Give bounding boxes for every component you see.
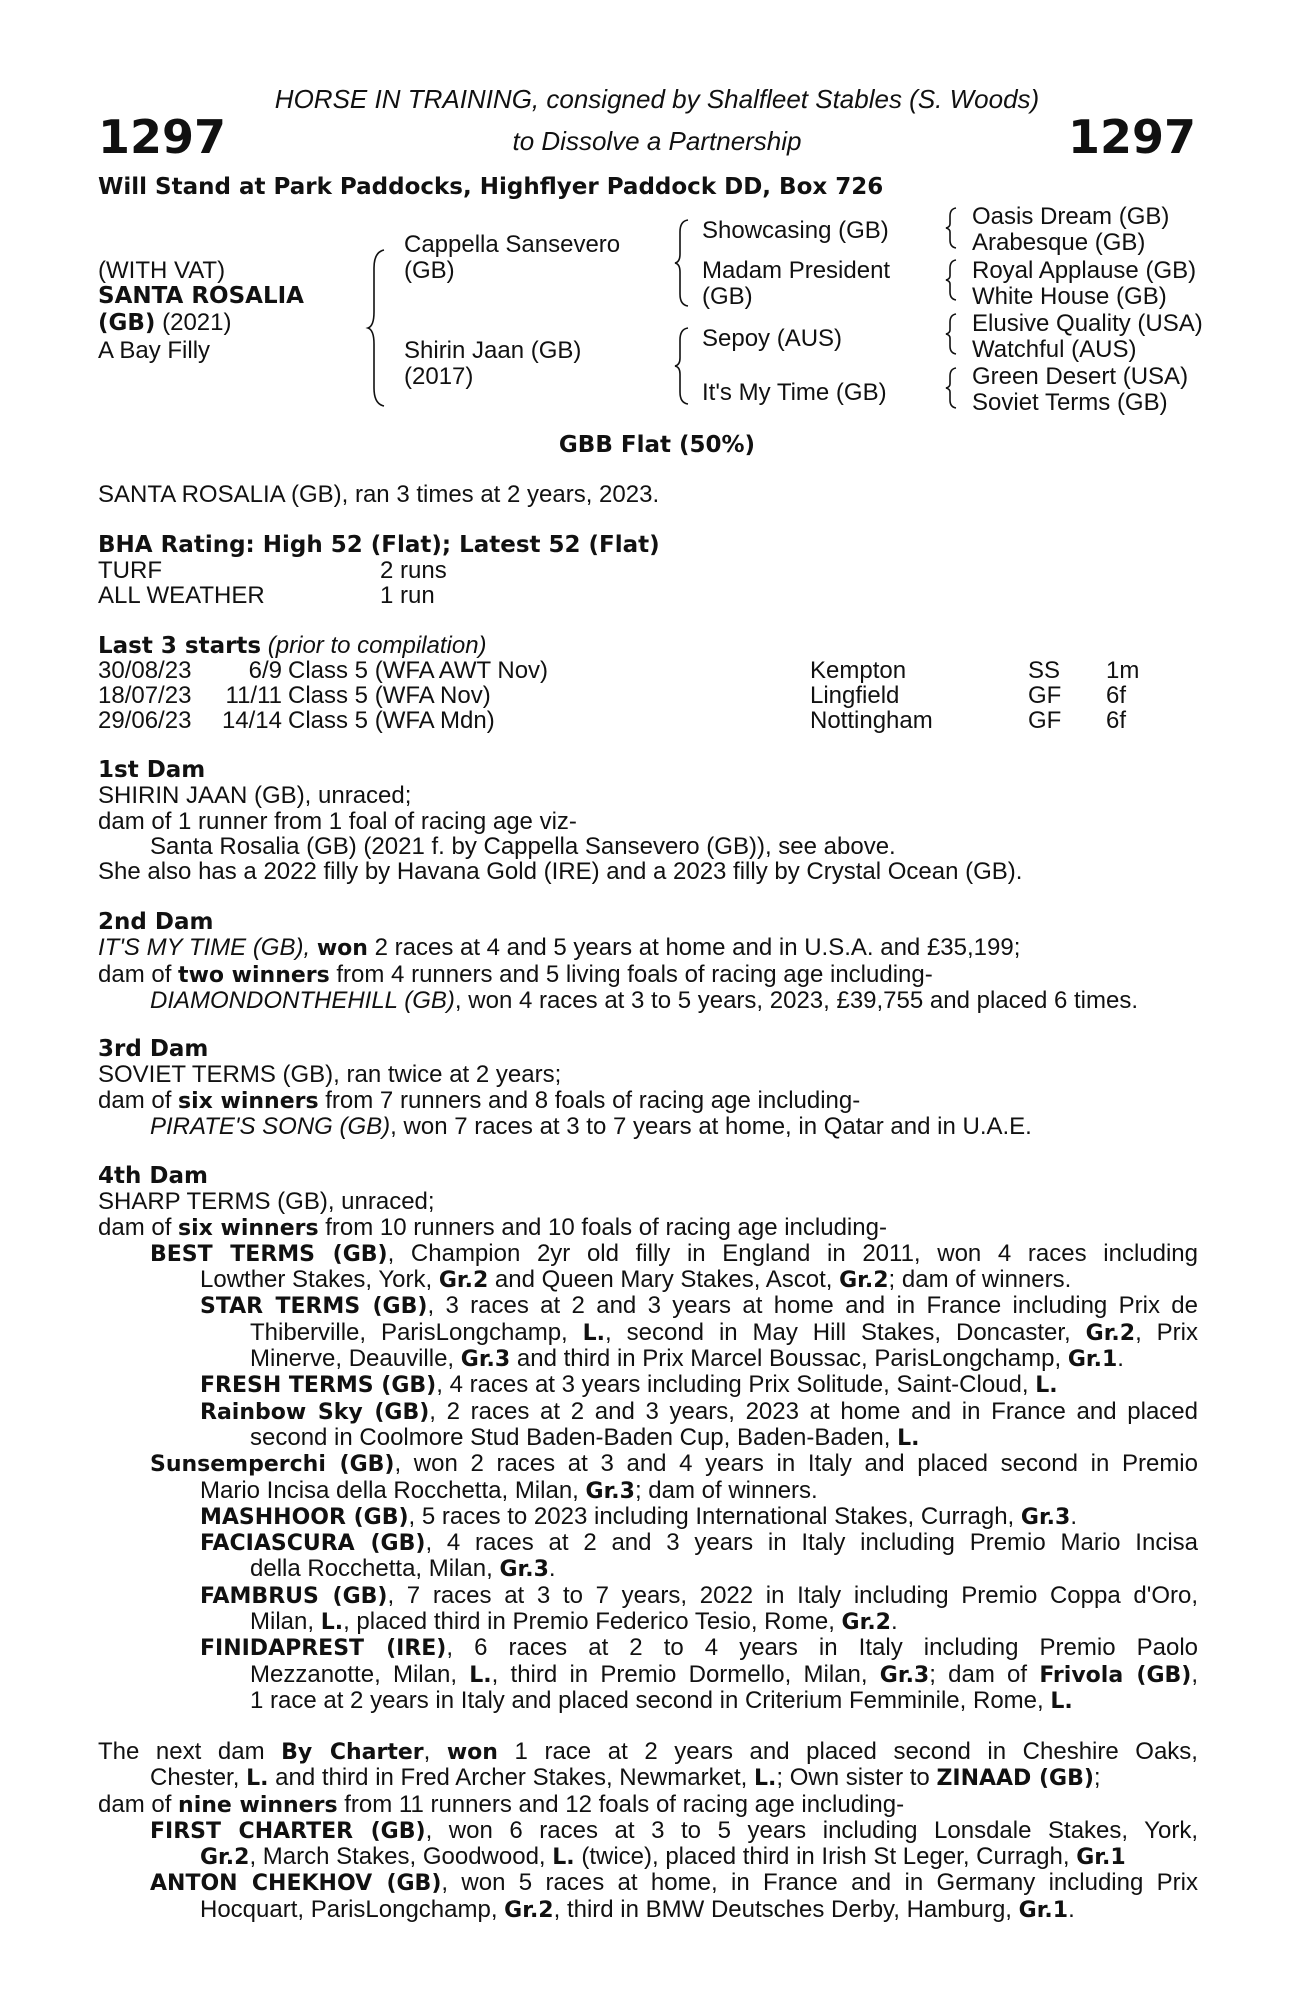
- start-position: 14/14: [221, 707, 282, 734]
- grade: L.: [582, 1320, 606, 1346]
- text: Thiberville, ParisLongchamp,: [250, 1318, 568, 1346]
- start-course: Nottingham: [810, 707, 933, 734]
- pedigree-bracket-main: [370, 248, 390, 408]
- produce-name: MASHHOOR (GB): [200, 1504, 409, 1530]
- ds-dam: Watchful (AUS): [972, 336, 1137, 363]
- starts-note: (prior to compilation): [267, 632, 487, 659]
- grade: L.: [1035, 1373, 1058, 1399]
- text: Hocquart, ParisLongchamp,: [200, 1895, 498, 1923]
- produce-name: Frivola (GB): [1039, 1662, 1192, 1688]
- produce-line: [98, 1451, 1198, 1477]
- produce-line: [98, 1293, 1198, 1319]
- sibling-name: ZINAAD (GB): [936, 1766, 1094, 1792]
- won-label: won: [446, 1740, 498, 1765]
- text: , 5 races to 2023 including International Stakes, Curragh,: [408, 1502, 1015, 1530]
- grade: Gr.1: [1076, 1845, 1126, 1871]
- first-dam-line: dam of 1 runner from 1 foal of racing age viz-: [98, 807, 577, 835]
- grade: L.: [246, 1766, 269, 1792]
- second-dam-section: [98, 910, 1198, 1013]
- pedigree-bracket-g3: [946, 312, 960, 356]
- text: , won 2 races at 3 and 4 years in Italy and placed second in Premio: [394, 1450, 1198, 1478]
- first-dam-title: 1st Dam: [98, 757, 206, 783]
- dam-dam: It's My Time (GB): [702, 379, 887, 406]
- text: , 7 races at 3 to 7 years, 2022 in Italy including Premio Coppa d'Oro,: [387, 1581, 1198, 1609]
- produce-line: [98, 1241, 1198, 1267]
- text: dam of: [98, 1213, 172, 1241]
- produce-line: [98, 1320, 1198, 1346]
- dam-year: (2017): [404, 363, 474, 390]
- next-dam-line: The next dam By Charter, won 1 race at 2 years and placed second in Cheshire Oaks,: [98, 1738, 1198, 1765]
- start-race: Class 5 (WFA Mdn): [288, 707, 495, 734]
- third-dam-title: 3rd Dam: [98, 1036, 209, 1062]
- text: , won 6 races at 3 to 5 years including Lonsdale Stakes, York,: [425, 1816, 1198, 1844]
- start-course: Kempton: [810, 657, 907, 684]
- text: 1 race at 2 years and placed second in Cheshire Oaks,: [514, 1738, 1198, 1765]
- text: from 7 runners and 8 foals of racing age including-: [325, 1086, 861, 1114]
- horse-origin: (GB): [98, 310, 156, 336]
- dd-dam: Soviet Terms (GB): [972, 389, 1168, 416]
- fourth-dam-title: 4th Dam: [98, 1163, 208, 1189]
- grade: Gr.2: [841, 1610, 891, 1636]
- produce-line: [98, 1530, 1198, 1556]
- text: ; dam of: [929, 1660, 1028, 1688]
- produce-line: [98, 1372, 1198, 1398]
- text: , March Stakes, Goodwood,: [249, 1843, 546, 1871]
- second-dam-line: [98, 962, 1198, 988]
- grade: L.: [1050, 1688, 1073, 1714]
- grade: Gr.2: [200, 1845, 250, 1871]
- sire-sire: Showcasing (GB): [702, 217, 889, 244]
- produce-name: FACIASCURA (GB): [200, 1531, 426, 1557]
- text: Mezzanotte, Milan,: [250, 1660, 457, 1688]
- rating-runs-aw: 1 run: [380, 582, 435, 609]
- text: and third in Prix Marcel Boussac, ParisLongchamp,: [516, 1345, 1062, 1373]
- text: and third in Fred Archer Stakes, Newmarket,: [275, 1764, 748, 1792]
- text: from 10 runners and 10 foals of racing age including-: [325, 1213, 887, 1241]
- produce-name: FAMBRUS (GB): [200, 1583, 388, 1609]
- first-dam-line: She also has a 2022 filly by Havana Gold (IRE) and a 2023 filly by Crystal Ocean (GB).: [98, 858, 1023, 886]
- start-race: Class 5 (WFA Nov): [288, 682, 491, 709]
- produce-line: Hocquart, ParisLongchamp, Gr.2, third in BMW Deutsches Derby, Hamburg, Gr.1.: [200, 1895, 1075, 1923]
- grade: L.: [897, 1425, 920, 1451]
- second-dam-produce: [98, 988, 1198, 1013]
- text: , Champion 2yr old filly in England in 2011, won 4 races including: [387, 1239, 1199, 1267]
- next-dam-section: [98, 1739, 1198, 1923]
- text: , third in BMW Deutsches Derby, Hamburg,: [553, 1895, 1012, 1923]
- pedigree-bracket-g1: [946, 206, 960, 250]
- lot-number-right: 1297: [1067, 110, 1196, 164]
- third-dam-line: SOVIET TERMS (GB), ran twice at 2 years;: [98, 1061, 562, 1089]
- produce-name: FIRST CHARTER (GB): [150, 1818, 426, 1844]
- text: , 6 races at 2 to 4 years in Italy including Premio Paolo: [446, 1634, 1198, 1662]
- produce-name: Rainbow Sky (GB): [200, 1399, 430, 1425]
- text: Mario Incisa della Rocchetta, Milan,: [200, 1476, 579, 1504]
- text: dam of: [98, 1790, 172, 1818]
- race-summary: SANTA ROSALIA (GB), ran 3 times at 2 years, 2023.: [98, 481, 660, 508]
- produce-line: Minerve, Deauville, Gr.3 and third in Prix Marcel Boussac, ParisLongchamp, Gr.1.: [250, 1345, 1124, 1373]
- start-position: 6/9: [248, 657, 282, 684]
- horse-name-line: [98, 283, 304, 309]
- horse-description: A Bay Filly: [98, 337, 211, 364]
- produce-line: [98, 1635, 1198, 1661]
- third-dam-produce: [98, 1114, 1198, 1139]
- text: The next dam: [98, 1738, 265, 1765]
- dam-name: Shirin Jaan (GB): [404, 337, 582, 364]
- produce-line: [98, 1583, 1198, 1609]
- produce-name: PIRATE'S SONG (GB): [150, 1112, 391, 1140]
- second-dam-line: [98, 935, 1198, 961]
- grade: L.: [320, 1610, 344, 1636]
- text: , 4 races at 3 years including Prix Solitude, Saint-Cloud,: [436, 1371, 1029, 1399]
- produce-line: [98, 1844, 1198, 1870]
- produce-line: [98, 1688, 1198, 1714]
- winners-count: six winners: [178, 1088, 319, 1114]
- dam-name: By Charter: [281, 1740, 424, 1765]
- lot-number-left: 1297: [98, 110, 227, 164]
- stand-location: Will Stand at Park Paddocks, Highflyer Paddock DD, Box 726: [98, 174, 884, 200]
- produce-name: FINIDAPREST (IRE): [200, 1636, 447, 1662]
- vat-note: (WITH VAT): [98, 257, 226, 284]
- grade: L.: [469, 1662, 492, 1688]
- text: , won 7 races at 3 to 7 years at home, in Qatar and in U.A.E.: [390, 1112, 1032, 1140]
- grade: L.: [754, 1766, 777, 1792]
- produce-name: Sunsemperchi (GB): [150, 1452, 395, 1478]
- text: 2 races at 4 and 5 years at home and in U.S.A. and £35,199;: [374, 934, 1021, 962]
- text: , 4 races at 2 and 3 years in Italy including Premio Mario Incisa: [425, 1529, 1199, 1557]
- start-position: 11/11: [225, 682, 282, 709]
- rating-surface-aw: ALL WEATHER: [98, 582, 265, 609]
- starts-title: Last 3 starts: [98, 633, 262, 659]
- produce-line: [98, 1267, 1198, 1293]
- text: and Queen Mary Stakes, Ascot,: [494, 1266, 833, 1294]
- bha-rating: BHA Rating: High 52 (Flat); Latest 52 (Flat): [98, 532, 660, 558]
- text: second in Coolmore Stud Baden-Baden Cup, Baden-Baden,: [250, 1423, 891, 1451]
- first-dam-produce: Santa Rosalia (GB) (2021 f. by Cappella Sansevero (GB)), see above.: [150, 832, 896, 860]
- sire-origin: (GB): [404, 257, 455, 284]
- text: Minerve, Deauville,: [250, 1345, 455, 1373]
- text: (twice), placed third in Irish St Leger, Curragh,: [581, 1843, 1070, 1871]
- text: , 3 races at 2 and 3 years at home and in France including Prix de: [427, 1292, 1198, 1320]
- consignor-line: HORSE IN TRAINING, consigned by Shalfleet Stables (S. Woods): [274, 84, 1040, 114]
- won-label: won: [316, 936, 368, 962]
- winners-count: six winners: [178, 1215, 319, 1241]
- start-race: Class 5 (WFA AWT Nov): [288, 657, 549, 684]
- fourth-dam-line: SHARP TERMS (GB), unraced;: [98, 1188, 435, 1216]
- sire-dam-origin: (GB): [702, 283, 753, 310]
- pedigree-bracket-g4: [946, 366, 960, 410]
- dam-sire: Sepoy (AUS): [702, 325, 843, 352]
- dd-sire: Green Desert (USA): [972, 363, 1189, 390]
- fourth-dam-section: [98, 1164, 1198, 1714]
- produce-line: [98, 1870, 1198, 1896]
- text: Lowther Stakes, York,: [200, 1266, 433, 1294]
- text: , won 5 races at home, in France and in Germany including Prix: [441, 1869, 1199, 1897]
- produce-line: MASHHOOR (GB), 5 races to 2023 including International Stakes, Curragh, Gr.3.: [200, 1502, 1078, 1530]
- text: , won 4 races at 3 to 5 years, 2023, £39,755 and placed 6 times.: [454, 986, 1139, 1014]
- produce-line: [98, 1399, 1198, 1425]
- rating-runs-turf: 2 runs: [380, 557, 447, 584]
- grade: Gr.1: [1067, 1347, 1118, 1373]
- grade: Gr.3: [499, 1557, 549, 1583]
- start-going: GF: [1028, 682, 1062, 709]
- sd-dam: White House (GB): [972, 283, 1167, 310]
- start-distance: 6f: [1106, 707, 1127, 734]
- text: ; dam of winners.: [888, 1266, 1072, 1294]
- text: 1 race at 2 years in Italy and placed second in Criterium Femminile, Rome,: [250, 1686, 1044, 1714]
- dam-name: IT'S MY TIME (GB),: [98, 934, 311, 962]
- produce-name: STAR TERMS (GB): [200, 1294, 428, 1320]
- winners-count: two winners: [178, 962, 330, 988]
- text: , Prix: [1135, 1318, 1198, 1346]
- text: , second in May Hill Stakes, Doncaster,: [605, 1318, 1071, 1346]
- text: della Rocchetta, Milan,: [250, 1555, 493, 1583]
- first-dam-line: SHIRIN JAAN (GB), unraced;: [98, 782, 412, 810]
- starts-heading: [98, 633, 487, 659]
- consignor-subline: to Dissolve a Partnership: [512, 126, 802, 156]
- grade: Gr.3: [879, 1662, 930, 1688]
- text: dam of: [98, 960, 172, 988]
- produce-line: della Rocchetta, Milan, Gr.3.: [250, 1555, 556, 1583]
- horse-origin-line: [98, 310, 231, 336]
- text: from 4 runners and 5 living foals of racing age including-: [336, 960, 933, 988]
- produce-name: FRESH TERMS (GB): [200, 1373, 437, 1399]
- start-going: GF: [1028, 707, 1062, 734]
- third-dam-line: [98, 1088, 1198, 1114]
- next-dam-line: [98, 1792, 1198, 1818]
- next-dam-line: Chester, L. and third in Fred Archer Stakes, Newmarket, L.; Own sister to ZINAAD (GB);: [150, 1764, 1101, 1792]
- fourth-dam-line: [98, 1215, 1198, 1241]
- gbb-flat: GBB Flat (50%): [558, 432, 756, 458]
- produce-line: Mezzanotte, Milan, L., third in Premio Dormello, Milan, Gr.3; dam of Frivola (GB),: [250, 1660, 1198, 1688]
- first-dam-section: [98, 758, 1198, 884]
- grade: L.: [552, 1845, 575, 1871]
- third-dam-section: [98, 1037, 1198, 1139]
- start-date: 30/08/23: [98, 657, 192, 684]
- sd-sire: Royal Applause (GB): [972, 257, 1197, 284]
- start-date: 29/06/23: [98, 707, 192, 734]
- text: dam of: [98, 1086, 172, 1114]
- grade: Gr.2: [504, 1897, 554, 1923]
- winners-count: nine winners: [178, 1792, 338, 1818]
- produce-line: [98, 1818, 1198, 1844]
- produce-line: Milan, L., placed third in Premio Federico Tesio, Rome, Gr.2.: [250, 1608, 898, 1636]
- sire-dam: Madam President: [702, 257, 891, 284]
- produce-line: [98, 1425, 1198, 1451]
- ds-sire: Elusive Quality (USA): [972, 310, 1203, 337]
- text: Chester,: [150, 1764, 240, 1792]
- horse-year: (2021): [162, 309, 232, 336]
- rating-surface-turf: TURF: [98, 557, 162, 584]
- start-distance: 1m: [1106, 657, 1140, 684]
- produce-name: ANTON CHEKHOV (GB): [150, 1871, 442, 1897]
- text: ; dam of winners.: [634, 1476, 818, 1504]
- produce-line: [98, 1478, 1198, 1504]
- pedigree-bracket-dam: [676, 326, 692, 406]
- second-dam-title: 2nd Dam: [98, 909, 214, 935]
- produce-name: DIAMONDONTHEHILL (GB): [150, 986, 455, 1014]
- text: Milan,: [250, 1608, 315, 1636]
- pedigree-bracket-g2: [946, 258, 960, 302]
- text: from 11 runners and 12 foals of racing age including-: [344, 1790, 905, 1818]
- start-course: Lingfield: [810, 682, 900, 709]
- ss-dam: Arabesque (GB): [972, 229, 1146, 256]
- horse-name: SANTA ROSALIA: [98, 283, 304, 309]
- produce-name: BEST TERMS (GB): [150, 1241, 388, 1267]
- start-date: 18/07/23: [98, 682, 192, 709]
- ss-sire: Oasis Dream (GB): [972, 203, 1170, 230]
- pedigree-bracket-sire: [676, 218, 692, 308]
- grade: Gr.2: [438, 1268, 489, 1294]
- grade: Gr.2: [839, 1268, 889, 1294]
- text: , third in Premio Dormello, Milan,: [491, 1660, 868, 1688]
- text: ; Own sister to: [776, 1764, 930, 1792]
- sire-name: Cappella Sansevero: [404, 231, 621, 258]
- grade: Gr.3: [1020, 1504, 1071, 1530]
- text: , 2 races at 2 and 3 years, 2023 at home and in France and placed: [429, 1397, 1198, 1425]
- start-going: SS: [1028, 657, 1061, 684]
- start-distance: 6f: [1106, 682, 1127, 709]
- grade: Gr.2: [1085, 1320, 1136, 1346]
- grade: Gr.1: [1018, 1897, 1069, 1923]
- grade: Gr.3: [460, 1347, 511, 1373]
- text: , placed third in Premio Federico Tesio, Rome,: [343, 1608, 835, 1636]
- grade: Gr.3: [585, 1478, 635, 1504]
